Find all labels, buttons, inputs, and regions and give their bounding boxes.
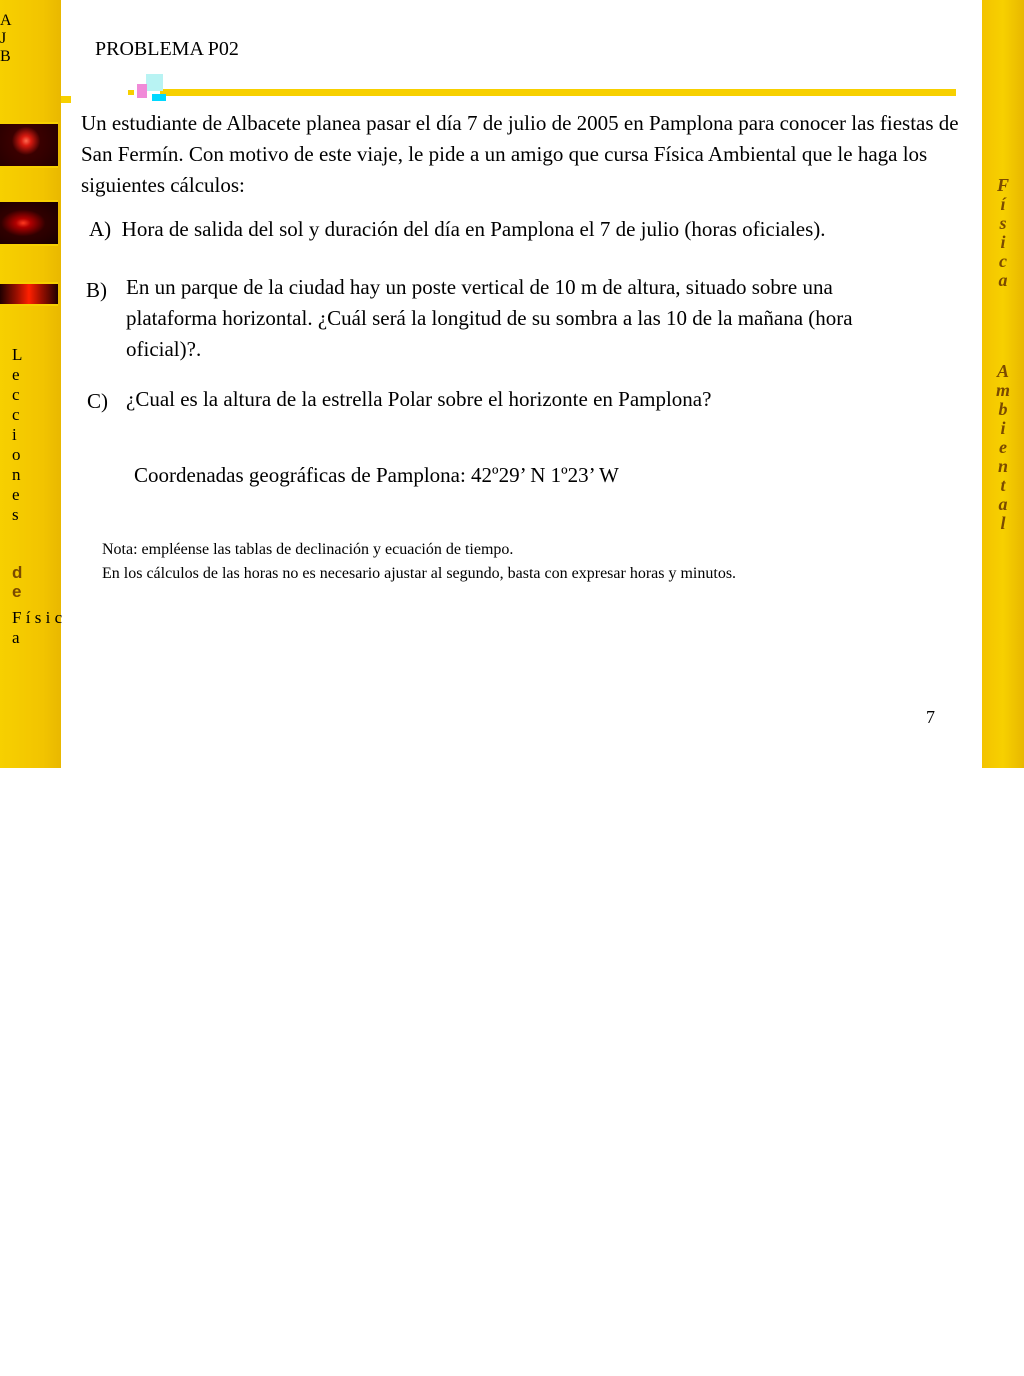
header-rule-stub [61, 96, 71, 103]
sidebar-letter: n [997, 456, 1008, 476]
sidebar-letter: a [998, 270, 1008, 290]
decorative-square [128, 90, 134, 95]
sidebar-letter: e [12, 485, 20, 504]
header-rule [160, 89, 956, 96]
question-c-text: ¿Cual es la altura de la estrella Polar sobre el horizonte en Pamplona? [126, 387, 712, 411]
sidebar-word-fisica [12, 608, 68, 1376]
sidebar-letter: o [12, 445, 21, 464]
sidebar-letter: s [999, 213, 1007, 233]
sidebar-letter: i [1000, 418, 1006, 438]
sidebar-letter: a [12, 628, 20, 647]
sidebar-letter: í [25, 608, 31, 627]
page-number: 7 [926, 707, 935, 727]
sidebar-letter: c [12, 405, 20, 424]
sidebar-letter: a [998, 494, 1008, 514]
sidebar-letter: b [998, 399, 1008, 419]
logo-letter: B [0, 48, 11, 65]
sidebar-word-ambiental [982, 362, 1024, 533]
sidebar-letter: s [34, 608, 42, 627]
question-c-letter: C) [87, 389, 108, 413]
sidebar-letter: e [12, 365, 20, 384]
sidebar-letter: c [12, 385, 20, 404]
note-line-1: Nota: empléense las tablas de declinación y ecuación de tiempo. [102, 541, 514, 558]
question-a-text: Hora de salida del sol y duración del día en Pamplona el 7 de julio (horas oficiales). [121, 217, 826, 241]
question-a-letter: A) [89, 217, 112, 241]
sidebar-letter: c [999, 251, 1007, 271]
problem-intro: Un estudiante de Albacete planea pasar el día 7 de julio de 2005 en Pamplona para conocer las fiestas de San Fermín. Con motivo de este viaje, le pide a un amigo que cursa Física Ambiental que le haga los siguientes cálculos: [81, 111, 959, 197]
decorative-square [146, 74, 163, 91]
question-b-letter: B) [86, 278, 107, 302]
thumbnail-image-1 [0, 122, 58, 168]
sidebar-letter: m [995, 380, 1010, 400]
sidebar-word-de [12, 563, 22, 601]
coordinates-text: Coordenadas geográficas de Pamplona: 42º29’ N 1º23’ W [134, 463, 619, 487]
sidebar-letter: F [12, 608, 22, 627]
notes-block [102, 538, 736, 586]
sidebar-letter: s [12, 505, 19, 524]
sidebar-letter: t [1000, 475, 1006, 495]
sidebar-letter: i [45, 608, 51, 627]
sidebar-letter: d [12, 563, 23, 582]
decorative-square [152, 94, 166, 101]
sidebar-letter: F [996, 175, 1009, 195]
logo-letter: A [0, 12, 12, 29]
decorative-square [137, 84, 147, 98]
page-title: PROBLEMA P02 [95, 38, 239, 60]
question-a [89, 214, 989, 245]
question-b-text: En un parque de la ciudad hay un poste vertical de 10 m de altura, situado sobre una plataforma horizontal. ¿Cuál será la longitud de su sombra a las 10 de la mañana (hora oficial)?. [126, 275, 853, 361]
sidebar-letter: A [996, 361, 1009, 381]
sidebar-letter: e [999, 437, 1007, 457]
note-line-2: En los cálculos de las horas no es necesario ajustar al segundo, basta con expresar horas y minutos. [102, 565, 737, 582]
logo-letter: J [0, 30, 7, 47]
thumbnail-image-3 [0, 282, 58, 306]
sidebar-letter: i [12, 425, 17, 444]
sidebar-letter: l [1000, 513, 1006, 533]
sidebar-letter: c [54, 608, 63, 627]
sidebar-letter: e [12, 582, 22, 601]
sidebar-letter: i [1000, 232, 1006, 252]
sidebar-letter: n [12, 465, 21, 484]
sidebar-letter: í [1000, 194, 1006, 214]
thumbnail-image-2 [0, 200, 58, 246]
sidebar-letter: L [12, 345, 23, 364]
